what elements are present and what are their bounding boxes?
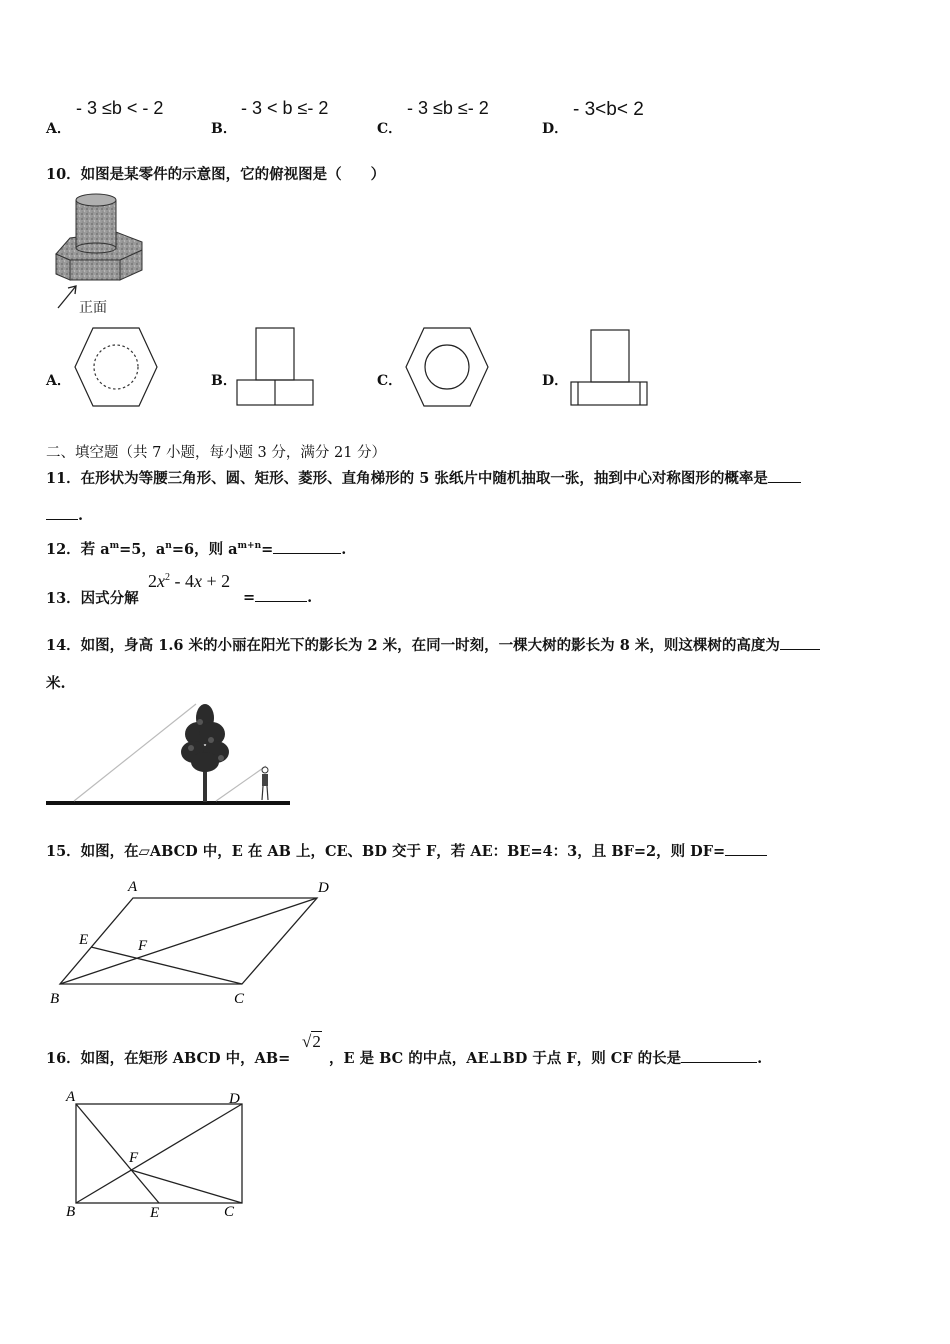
q10-front-label: 正面 <box>79 301 107 316</box>
q16-label-a: A <box>66 1089 76 1105</box>
q16-label-e: E <box>150 1205 160 1221</box>
q15-answer-blank[interactable] <box>725 841 767 856</box>
q10-option-c-figure <box>404 326 490 408</box>
q10-option-a-figure <box>73 326 159 408</box>
q11-text <box>46 467 801 488</box>
q15-parallelogram-figure <box>46 872 336 1008</box>
q13-coef: 2 <box>148 571 157 591</box>
q9-option-d-label: D． <box>542 121 569 137</box>
q13-answer-blank[interactable] <box>255 587 307 602</box>
q15-label-f: F <box>138 938 148 954</box>
q13-expression <box>148 571 230 592</box>
q10-part-figure <box>46 188 150 320</box>
q15-label-b: B <box>50 991 60 1007</box>
q14-unit: 米. <box>46 675 66 692</box>
q15-label-e: E <box>79 932 89 948</box>
q12-answer-blank[interactable] <box>273 539 341 554</box>
q14-text <box>46 634 820 655</box>
q16-period: . <box>757 1050 763 1067</box>
q10-option-d-figure <box>570 329 650 407</box>
q13-term3: + 2 <box>202 571 231 591</box>
q9-option-c-expr: - 3 ≤b ≤- 2 <box>407 98 489 118</box>
q13-period: . <box>307 589 313 606</box>
q10-text: 10．如图是某零件的示意图，它的俯视图是（ ） <box>46 166 386 183</box>
q10-option-b-label: B． <box>211 373 237 389</box>
q9-option-b-label: B． <box>211 121 237 137</box>
q13-label: 13．因式分解 <box>46 590 139 607</box>
q13-var2: x <box>194 571 202 591</box>
q11-period: . <box>78 507 84 524</box>
q11-answer-blank[interactable] <box>768 468 801 483</box>
q16-label-c: C <box>224 1204 235 1220</box>
q15-label-d: D <box>318 880 329 896</box>
q11-continuation <box>46 505 83 524</box>
q16-sqrt-value: 2 <box>312 1032 321 1051</box>
q14-question: 14．如图，身高 1.6 米的小丽在阳光下的影长为 2 米，在同一时刻，一棵大树的影长为 8 米，则这棵树的高度为 <box>46 637 780 654</box>
q13-answer <box>243 587 312 606</box>
q13-var: x <box>157 571 165 591</box>
section-heading: 二、填空题（共 7 小题，每小题 3 分，满分 21 分） <box>46 445 387 461</box>
q14-answer-blank[interactable] <box>780 635 820 650</box>
q16-text-rest <box>329 1047 762 1068</box>
q9-option-a-label: A． <box>46 121 71 137</box>
q12-prefix: 12．若 a <box>46 541 110 558</box>
q10-option-d-label: D． <box>542 373 569 389</box>
q12-mid1: =5，a <box>119 541 166 558</box>
q15-label-a: A <box>128 879 138 895</box>
q12-mid2: =6，则 a <box>171 541 238 558</box>
q13-equals: = <box>243 589 256 606</box>
q16-text <box>46 1047 290 1068</box>
q16-answer-blank[interactable] <box>681 1048 757 1063</box>
q10-option-a-label: A． <box>46 373 71 389</box>
q12-period: . <box>341 541 347 558</box>
q12-equals: = <box>261 541 274 558</box>
q12-text <box>46 538 346 559</box>
q9-options <box>46 98 746 138</box>
q16-rectangle-figure <box>60 1086 250 1222</box>
q9-option-c-label: C． <box>377 121 403 137</box>
q11-question: 11．在形状为等腰三角形、圆、矩形、菱形、直角梯形的 5 张纸片中随机抽取一张，抽到中心对称图形的概率是 <box>46 470 768 487</box>
q16-label-d: D <box>229 1091 240 1107</box>
q15-question: 15．如图，在▱ABCD 中，E 在 AB 上，CE、BD 交于 F，若 AE：BE=4：3，且 BF=2，则 DF= <box>46 843 726 860</box>
q16-question-start: 16．如图，在矩形 ABCD 中，AB= <box>46 1050 291 1067</box>
q9-option-a-expr: - 3 ≤b < - 2 <box>76 98 164 118</box>
q12-exp-mn: m+n <box>237 541 262 552</box>
q11-answer-blank-cont[interactable] <box>46 505 78 520</box>
q15-label-c: C <box>234 991 245 1007</box>
q10-option-b-figure <box>236 327 316 407</box>
q15-text <box>46 840 767 861</box>
q13-term2: - 4 <box>170 571 194 591</box>
q16-sqrt-expr: √2 <box>302 1032 321 1051</box>
q14-tree-shadow-figure <box>46 700 298 816</box>
q16-label-b: B <box>66 1204 76 1220</box>
q9-option-b-expr: - 3 < b ≤- 2 <box>241 98 329 118</box>
q10-option-c-label: C． <box>377 373 403 389</box>
q16-label-f: F <box>129 1150 139 1166</box>
q12-exp-n: n <box>165 541 172 552</box>
q13-exp: 2 <box>165 572 170 583</box>
q9-option-d-expr: - 3<b< 2 <box>573 99 644 120</box>
q12-exp-m: m <box>109 541 120 552</box>
q16-question-end: ，E 是 BC 的中点，AE⊥BD 于点 F，则 CF 的长是 <box>329 1050 682 1067</box>
